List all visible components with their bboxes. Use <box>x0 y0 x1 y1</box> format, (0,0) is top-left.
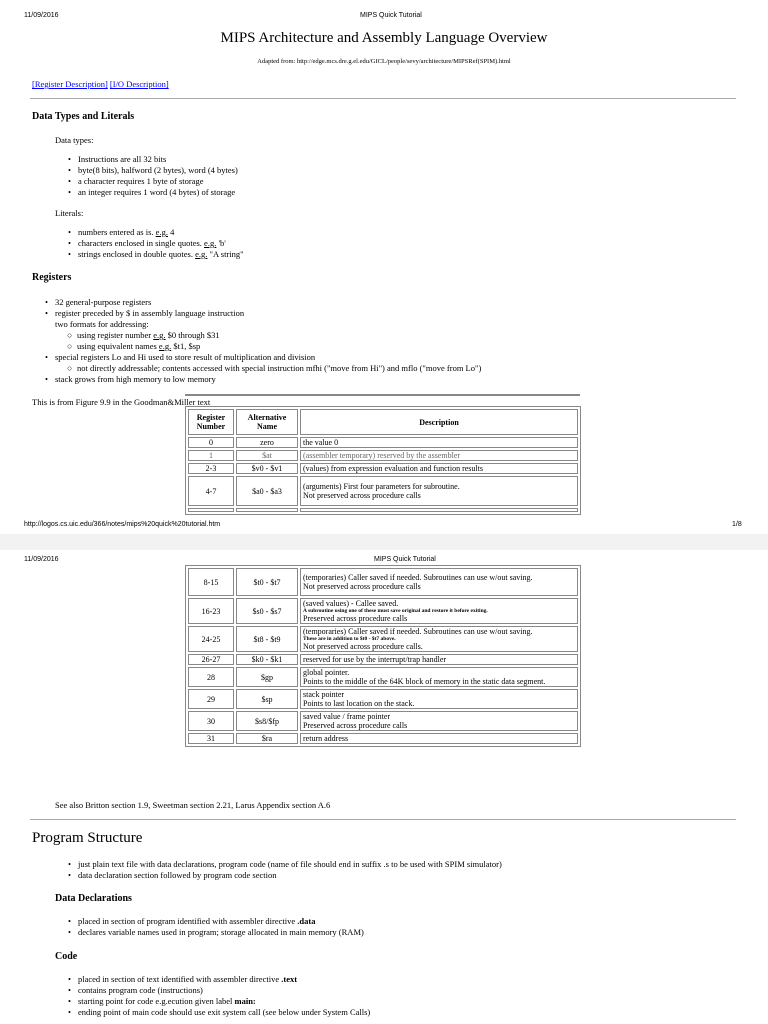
table-row: 16-23 $s0 - $s7 (saved values) - Callee saved. A subroutine using one of these must save original and restore it before exiting. Preserved across procedure calls <box>188 598 578 624</box>
page-gap <box>0 534 768 550</box>
list-item: • starting point for code e.g.ecution given label main: <box>68 996 256 1006</box>
list-item: • characters enclosed in single quotes. e.g. 'b' <box>68 238 226 248</box>
page-2 <box>0 550 768 1024</box>
table-header: Description <box>300 409 578 435</box>
section-data-declarations: Data Declarations <box>55 893 132 904</box>
list-item: • 32 general-purpose registers <box>45 297 152 307</box>
section-code: Code <box>55 951 78 962</box>
page-header-date: 11/09/2016 <box>24 12 59 19</box>
adapted-from: Adapted from: http://edge.mcs.dre.g.el.edu/GICL/people/sevy/architecture/MIPSRef(SPIM).html <box>257 58 511 65</box>
table-row: 8-15 $t0 - $t7 (temporaries) Caller saved if needed. Subroutines can use w/out saving. Not preserved across procedure calls <box>188 568 578 596</box>
list-item: • Instructions are all 32 bits <box>68 154 167 164</box>
list-item: • register preceded by $ in assembly language instruction <box>45 308 245 318</box>
divider <box>30 98 736 99</box>
register-table-continued <box>185 565 581 747</box>
table-header-row <box>188 409 578 435</box>
table-row: 24-25 $t8 - $t9 (temporaries) Caller saved if needed. Subroutines can use w/out saving. These are in addition to $t0 - $t7 above. Not preserved across procedure calls. <box>188 626 578 652</box>
list-item: • special registers Lo and Hi used to store result of multiplication and division <box>45 352 316 362</box>
table-row: 0 zero the value 0 <box>188 437 578 448</box>
list-item: • strings enclosed in double quotes. e.g. "A string" <box>68 249 244 259</box>
data-types-list <box>68 154 238 198</box>
table-row-cut <box>188 508 578 512</box>
list-item: two formats for addressing: <box>55 319 149 329</box>
figure-note: This is from Figure 9.9 in the Goodman&Miller text <box>32 397 211 407</box>
table-row: 31 $ra return address <box>188 733 578 744</box>
section-program-structure: Program Structure <box>32 830 143 846</box>
nav-links <box>32 79 169 89</box>
table-header: Alternative Name <box>236 409 298 435</box>
divider <box>30 819 736 820</box>
table-row: 1 $at (assembler temporary) reserved by the assembler <box>188 450 578 461</box>
list-item: • contains program code (instructions) <box>68 985 203 995</box>
literals-label: Literals: <box>55 208 84 218</box>
page-header-title: MIPS Quick Tutorial <box>374 556 436 563</box>
page-footer-url: http://logos.cs.uic.edu/366/notes/mips%20quick%20tutorial.htm <box>24 521 221 528</box>
table-row: 26-27 $k0 - $k1 reserved for use by the interrupt/trap handler <box>188 654 578 665</box>
table-row: 2-3 $v0 - $v1 (values) from expression evaluation and function results <box>188 463 578 474</box>
list-item: • just plain text file with data declarations, program code (name of file should end in suffix .s to be used with SPIM simulator) <box>68 859 502 869</box>
register-description-link[interactable]: [Register Description] <box>32 79 108 89</box>
program-list <box>68 859 502 881</box>
table-header: Register Number <box>188 409 234 435</box>
list-item: • placed in section of text identified with assembler directive .text <box>68 974 298 984</box>
list-item: • ending point of main code should use exit system call (see below under System Calls) <box>68 1007 371 1017</box>
page-footer-number: 1/8 <box>732 521 742 528</box>
table-row: 30 $s8/$fp saved value / frame pointer Preserved across procedure calls <box>188 711 578 731</box>
section-data-types: Data Types and Literals <box>32 111 135 122</box>
list-item: • declares variable names used in program; storage allocated in main memory (RAM) <box>68 927 364 937</box>
literals-list <box>68 227 244 260</box>
data-types-label: Data types: <box>55 135 94 145</box>
list-item: • numbers entered as is. e.g. 4 <box>68 227 175 237</box>
table-top-rule <box>185 394 580 396</box>
list-item: ○ using equivalent names e.g. $t1, $sp <box>67 341 201 351</box>
list-item: ○ using register number e.g. $0 through $31 <box>67 330 220 340</box>
registers-list <box>45 297 482 385</box>
list-item: ○ not directly addressable; contents accessed with special instruction mfhi ("move from Hi") and mflo ("move from Lo") <box>67 363 482 373</box>
list-item: • stack grows from high memory to low memory <box>45 374 216 384</box>
page-title: MIPS Architecture and Assembly Language Overview <box>220 30 548 46</box>
table-row: 4-7 $a0 - $a3 (arguments) First four parameters for subroutine. Not preserved across procedure calls <box>188 476 578 506</box>
list-item: • a character requires 1 byte of storage <box>68 176 204 186</box>
see-also: See also Britton section 1.9, Sweetman section 2.21, Larus Appendix section A.6 <box>55 800 331 810</box>
register-table <box>185 406 581 515</box>
io-description-link[interactable]: [I/O Description] <box>109 79 169 89</box>
list-item: • an integer requires 1 word (4 bytes) of storage <box>68 187 236 197</box>
list-item: • data declaration section followed by program code section <box>68 870 277 880</box>
table-row: 28 $gp global pointer. Points to the middle of the 64K block of memory in the static data segment. <box>188 667 578 687</box>
section-registers: Registers <box>32 272 72 283</box>
list-item: • byte(8 bits), halfword (2 bytes), word (4 bytes) <box>68 165 238 175</box>
list-item: • placed in section of program identified with assembler directive .data <box>68 916 316 926</box>
code-list <box>68 974 371 1018</box>
table-row: 29 $sp stack pointer Points to last location on the stack. <box>188 689 578 709</box>
page-header-title: MIPS Quick Tutorial <box>360 12 422 19</box>
page-header-date: 11/09/2016 <box>24 556 59 563</box>
data-declarations-list <box>68 916 364 938</box>
